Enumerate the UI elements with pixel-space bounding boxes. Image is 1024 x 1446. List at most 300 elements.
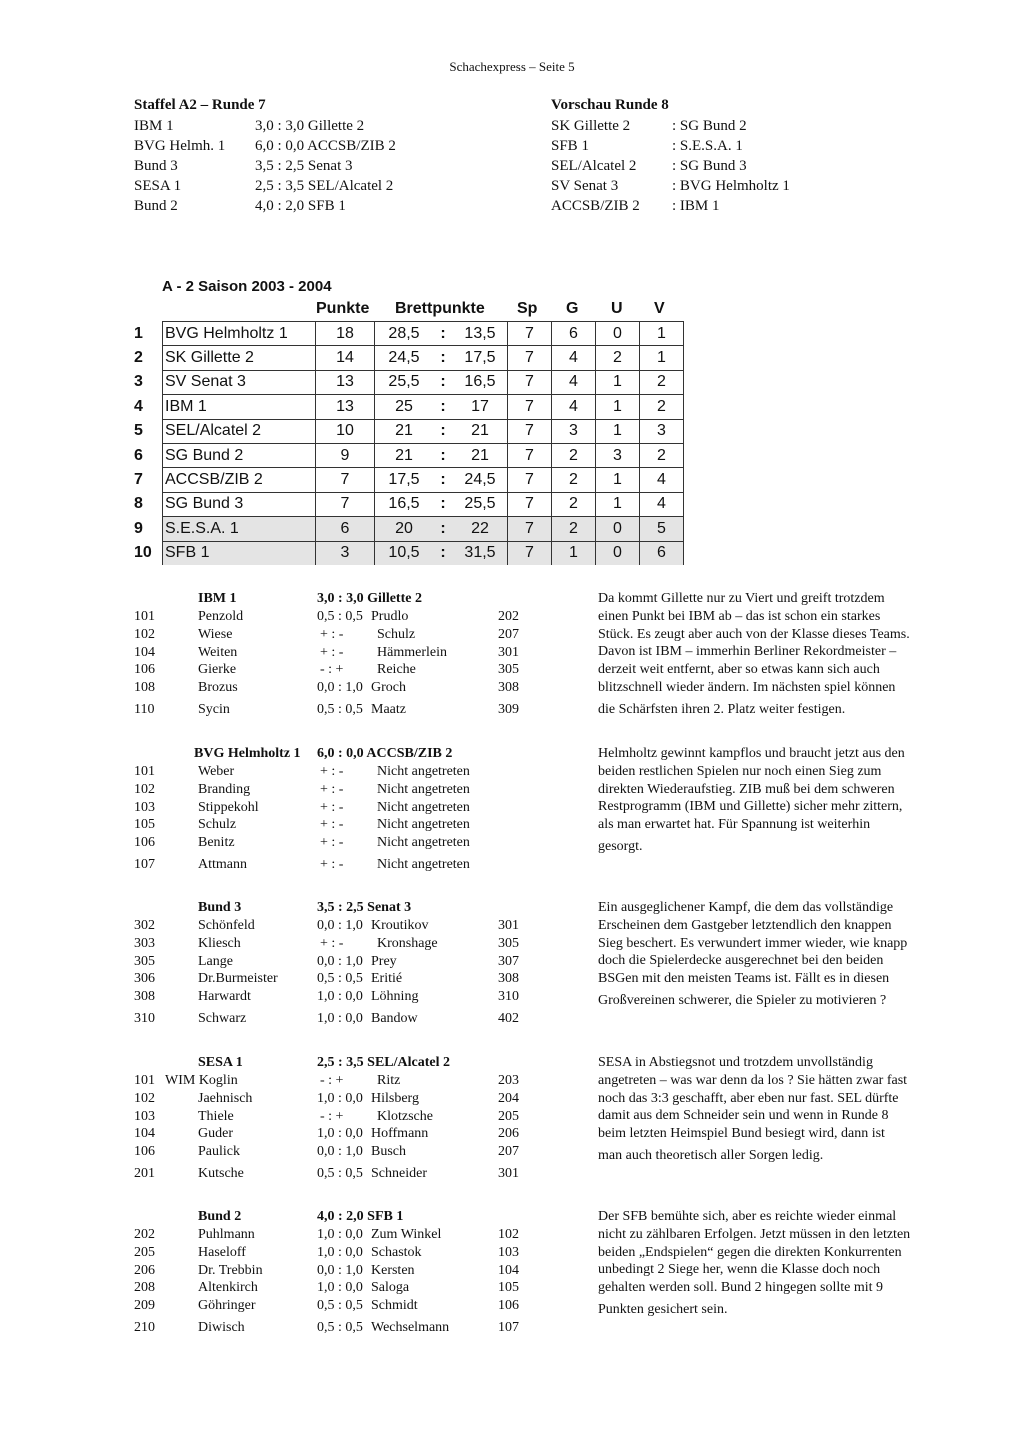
brettpunkte-against-cell: 21 — [453, 443, 508, 467]
punkte-cell: 18 — [316, 322, 375, 346]
result-score: 4,0 : 2,0 SFB 1 — [255, 198, 346, 214]
u-cell: 1 — [596, 492, 640, 516]
board-away-player: Eritié — [371, 971, 403, 987]
v-cell: 4 — [640, 492, 684, 516]
preview-away: : SG Bund 2 — [672, 118, 747, 134]
game-score: 3,0 : 3,0 Gillette 2 — [317, 591, 422, 606]
result-team: SESA 1 — [134, 178, 182, 194]
board-result: 1,0 : 0,0 — [317, 1244, 363, 1260]
game-score: 6,0 : 0,0 ACCSB/ZIB 2 — [317, 746, 453, 761]
standings-row — [132, 443, 684, 467]
board-result: 1,0 : 0,0 — [317, 1011, 363, 1026]
board-result: 1,0 : 0,0 — [317, 1090, 363, 1106]
sp-cell: 7 — [508, 346, 552, 370]
standings-row — [132, 346, 684, 370]
v-cell: 2 — [640, 443, 684, 467]
comment-line: Sieg beschert. Es verwundert immer wieder, wie knapp — [598, 935, 908, 951]
board-result: + : - — [320, 626, 344, 642]
board-away-player: Prey — [371, 953, 397, 969]
colon-separator: : — [433, 517, 453, 541]
game-home-team: SESA 1 — [198, 1055, 243, 1070]
sp-cell: 7 — [508, 395, 552, 419]
standings-table — [132, 321, 684, 565]
team-cell: ACCSB/ZIB 2 — [163, 468, 316, 492]
sp-cell: 7 — [508, 517, 552, 541]
rank-cell: 10 — [134, 543, 152, 561]
u-cell: 0 — [596, 322, 640, 346]
board-away-player: Schneider — [371, 1166, 427, 1181]
board-home-number: 103 — [134, 799, 155, 815]
comment-line: unbedingt 2 Siege her, wenn die Klasse doch noch — [598, 1262, 881, 1278]
board-home-number: 101 — [134, 609, 155, 624]
board-away-number: 202 — [498, 609, 519, 624]
rank-cell: 1 — [134, 324, 143, 342]
comment-line: Davon ist IBM – immerhin Berliner Rekordmeister – — [598, 644, 897, 660]
board-home-player: Altenkirch — [198, 1280, 258, 1296]
board-result: 0,5 : 0,5 — [317, 971, 363, 987]
board-home-number: 101 — [134, 764, 155, 779]
punkte-cell: 7 — [316, 468, 375, 492]
board-away-number: 305 — [498, 662, 519, 678]
comment-line: Restprogramm (IBM und Gillette) sicher mehr zittern, — [598, 799, 903, 815]
board-result: + : - — [320, 781, 344, 797]
rank-cell: 7 — [134, 471, 143, 489]
board-home-number: 106 — [134, 1144, 155, 1160]
board-home-player: Branding — [198, 781, 251, 797]
punkte-cell: 9 — [316, 443, 375, 467]
brettpunkte-against-cell: 16,5 — [453, 370, 508, 394]
board-home-player: Attmann — [198, 857, 247, 872]
col-header-punkte: Punkte — [316, 300, 370, 317]
game-score: 2,5 : 3,5 SEL/Alcatel 2 — [317, 1055, 450, 1070]
colon-separator: : — [433, 492, 453, 516]
board-away-number: 402 — [498, 1011, 519, 1026]
comment-line: Punkten gesichert sein. — [598, 1301, 728, 1317]
punkte-cell: 6 — [316, 517, 375, 541]
comment-line: gesorgt. — [598, 838, 643, 854]
rank-cell: 6 — [134, 446, 143, 464]
punkte-cell: 14 — [316, 346, 375, 370]
sp-cell: 7 — [508, 468, 552, 492]
board-away-number: 207 — [498, 1144, 519, 1160]
g-cell: 2 — [552, 443, 596, 467]
brettpunkte-against-cell: 13,5 — [453, 322, 508, 346]
team-cell: SV Senat 3 — [163, 370, 316, 394]
brettpunkte-for-cell: 28,5 — [375, 322, 434, 346]
colon-separator: : — [433, 541, 453, 565]
board-home-number: 202 — [134, 1227, 155, 1242]
u-cell: 0 — [596, 541, 640, 565]
board-result: + : - — [320, 857, 344, 872]
result-team: IBM 1 — [134, 118, 174, 134]
brettpunkte-against-cell: 22 — [453, 517, 508, 541]
board-away-player: Nicht angetreten — [377, 799, 470, 815]
result-team: Bund 3 — [134, 158, 178, 174]
board-home-number: 102 — [134, 1090, 155, 1106]
board-home-player: Kutsche — [198, 1166, 244, 1181]
colon-separator: : — [433, 322, 453, 346]
board-home-player: Guder — [198, 1126, 233, 1142]
game-home-team: Bund 2 — [198, 1209, 242, 1224]
board-result: 0,5 : 0,5 — [317, 1320, 363, 1335]
sp-cell: 7 — [508, 443, 552, 467]
standings-row — [132, 468, 684, 492]
comment-line: blitzschnell wieder ändern. Im nächsten spiel können — [598, 679, 896, 695]
board-home-player: Paulick — [198, 1144, 240, 1160]
result-team: Bund 2 — [134, 198, 178, 214]
board-home-player: Weber — [198, 764, 235, 779]
board-away-player: Löhning — [371, 989, 419, 1005]
comment-line: einen Punkt bei IBM ab – das ist schon ein starkes — [598, 608, 881, 624]
brettpunkte-for-cell: 21 — [375, 443, 434, 467]
board-home-number: 106 — [134, 835, 155, 851]
board-home-number: 306 — [134, 971, 155, 987]
board-result: + : - — [320, 835, 344, 851]
standings-title: A - 2 Saison 2003 - 2004 — [162, 278, 332, 295]
board-away-player: Hoffmann — [371, 1126, 429, 1142]
brettpunkte-for-cell: 24,5 — [375, 346, 434, 370]
board-home-player: Dr. Trebbin — [198, 1262, 263, 1278]
board-away-player: Nicht angetreten — [377, 817, 470, 833]
board-home-player: Dr.Burmeister — [198, 971, 278, 987]
board-away-player: Busch — [371, 1144, 406, 1160]
v-cell: 2 — [640, 370, 684, 394]
game-comment — [598, 899, 948, 1010]
board-away-number: 301 — [498, 918, 519, 933]
team-cell: SG Bund 3 — [163, 492, 316, 516]
comment-line: derzeit weit entfernt, aber so etwas kann sich auch — [598, 662, 880, 678]
results-title: Staffel A2 – Runde 7 — [134, 97, 266, 113]
preview-home: SEL/Alcatel 2 — [551, 158, 637, 174]
board-away-player: Hämmerlein — [377, 644, 447, 660]
u-cell: 1 — [596, 370, 640, 394]
board-result: 1,0 : 0,0 — [317, 1126, 363, 1142]
brettpunkte-against-cell: 31,5 — [453, 541, 508, 565]
board-home-player: Brozus — [198, 680, 238, 696]
board-home-number: 102 — [134, 781, 155, 797]
board-home-player: Puhlmann — [198, 1227, 255, 1242]
board-away-player: Ritz — [377, 1073, 401, 1088]
board-away-player: Nicht angetreten — [377, 764, 470, 779]
board-away-player: Schastok — [371, 1244, 422, 1260]
board-home-player: Harwardt — [198, 989, 251, 1005]
comment-line: noch das 3:3 geschafft, aber eben nur fast. SEL dürfte — [598, 1090, 899, 1106]
colon-separator: : — [433, 395, 453, 419]
board-home-number: 209 — [134, 1298, 155, 1314]
comment-line: angetreten – was war denn da los ? Sie hätten zwar fast — [598, 1072, 908, 1088]
comment-line: Da kommt Gillette nur zu Viert und greift trotzdem — [598, 591, 885, 606]
standings-row — [132, 322, 684, 346]
brettpunkte-for-cell: 25 — [375, 395, 434, 419]
result-score: 3,0 : 3,0 Gillette 2 — [255, 118, 365, 134]
board-home-player: Penzold — [198, 609, 244, 624]
brettpunkte-for-cell: 20 — [375, 517, 434, 541]
brettpunkte-for-cell: 25,5 — [375, 370, 434, 394]
board-home-number: 101 — [134, 1073, 155, 1088]
board-away-number: 106 — [498, 1298, 519, 1314]
comment-line: Stück. Es zeugt aber auch von der Klasse dieses Teams. — [598, 626, 910, 642]
rank-cell: 8 — [134, 495, 143, 513]
colon-separator: : — [433, 468, 453, 492]
team-cell: SK Gillette 2 — [163, 346, 316, 370]
preview-home: SK Gillette 2 — [551, 118, 631, 134]
board-result: 0,0 : 1,0 — [317, 1262, 363, 1278]
brettpunkte-for-cell: 16,5 — [375, 492, 434, 516]
board-home-number: 308 — [134, 989, 155, 1005]
standings-row — [132, 395, 684, 419]
board-result: - : + — [320, 1073, 344, 1088]
board-result: 0,5 : 0,5 — [317, 1298, 363, 1314]
board-home-number: 107 — [134, 857, 155, 872]
comment-line: als man erwartet hat. Für Spannung ist weiterhin — [598, 817, 871, 833]
brettpunkte-for-cell: 10,5 — [375, 541, 434, 565]
board-home-player: Kliesch — [198, 935, 241, 951]
comment-line: damit aus dem Schneider sein und wenn in Runde 8 — [598, 1108, 889, 1124]
board-away-number: 204 — [498, 1090, 519, 1106]
board-home-player: Jaehnisch — [198, 1090, 253, 1106]
colon-separator: : — [433, 346, 453, 370]
board-result: 0,5 : 0,5 — [317, 609, 363, 624]
board-away-number: 103 — [498, 1244, 519, 1260]
board-away-number: 305 — [498, 935, 519, 951]
game-comment — [598, 1208, 948, 1319]
board-result: 0,5 : 0,5 — [317, 1166, 363, 1181]
comment-line: doch die Spielerdecke ausgerechnet bei den beiden — [598, 953, 884, 969]
v-cell: 6 — [640, 541, 684, 565]
board-away-player: Bandow — [371, 1011, 418, 1026]
sp-cell: 7 — [508, 322, 552, 346]
col-header-u: U — [611, 300, 623, 317]
game-score: 4,0 : 2,0 SFB 1 — [317, 1209, 404, 1224]
board-result: 0,5 : 0,5 — [317, 702, 363, 717]
board-home-player: WIM Koglin — [165, 1073, 238, 1088]
sp-cell: 7 — [508, 492, 552, 516]
sp-cell: 7 — [508, 541, 552, 565]
u-cell: 1 — [596, 395, 640, 419]
board-result: + : - — [320, 935, 344, 951]
board-away-number: 102 — [498, 1227, 519, 1242]
board-away-number: 301 — [498, 1166, 519, 1181]
board-home-player: Diwisch — [198, 1320, 245, 1335]
board-away-player: Reiche — [377, 662, 416, 678]
preview-home: SV Senat 3 — [551, 178, 619, 194]
game-comment — [598, 1054, 948, 1165]
board-home-number: 103 — [134, 1108, 155, 1124]
board-away-number: 203 — [498, 1073, 519, 1088]
sp-cell: 7 — [508, 419, 552, 443]
result-team: BVG Helmh. 1 — [134, 138, 226, 154]
board-away-player: Wechselmann — [371, 1320, 450, 1335]
preview-home: ACCSB/ZIB 2 — [551, 198, 640, 214]
brettpunkte-against-cell: 24,5 — [453, 468, 508, 492]
rank-cell: 3 — [134, 373, 143, 391]
board-away-player: Maatz — [371, 702, 406, 717]
comment-line: man auch theoretisch aller Sorgen ledig. — [598, 1147, 824, 1163]
colon-separator: : — [433, 419, 453, 443]
team-cell: SG Bund 2 — [163, 443, 316, 467]
board-home-player: Thiele — [198, 1108, 234, 1124]
board-result: - : + — [320, 1108, 344, 1124]
g-cell: 2 — [552, 517, 596, 541]
g-cell: 2 — [552, 468, 596, 492]
standings-row — [132, 419, 684, 443]
comment-line: Ein ausgeglichener Kampf, die dem das vollständige — [598, 900, 894, 915]
board-home-number: 206 — [134, 1262, 155, 1278]
board-result: 0,0 : 1,0 — [317, 1144, 363, 1160]
board-home-player: Schwarz — [198, 1011, 247, 1026]
standings-row — [132, 370, 684, 394]
board-away-player: Kroutikov — [371, 918, 429, 933]
preview-away: : S.E.S.A. 1 — [672, 138, 743, 154]
board-home-number: 108 — [134, 680, 155, 696]
board-home-number: 104 — [134, 1126, 155, 1142]
punkte-cell: 13 — [316, 370, 375, 394]
col-header-g: G — [566, 300, 579, 317]
comment-line: Erscheinen dem Gastgeber letztendlich den knappen — [598, 917, 892, 933]
board-home-number: 104 — [134, 644, 155, 660]
preview-home: SFB 1 — [551, 138, 589, 154]
comment-line: SESA in Abstiegsnot und trotzdem unvollständig — [598, 1055, 873, 1070]
g-cell: 4 — [552, 395, 596, 419]
board-result: - : + — [320, 662, 344, 678]
rank-cell: 2 — [134, 349, 143, 367]
board-home-player: Weiten — [198, 644, 238, 660]
v-cell: 1 — [640, 322, 684, 346]
comment-line: Helmholtz gewinnt kampflos und braucht jetzt aus den — [598, 746, 905, 761]
board-away-player: Prudlo — [371, 609, 409, 624]
preview-away: : BVG Helmholtz 1 — [672, 178, 790, 194]
board-home-player: Benitz — [198, 835, 235, 851]
team-cell: IBM 1 — [163, 395, 316, 419]
board-away-number: 207 — [498, 626, 519, 642]
board-home-number: 310 — [134, 1011, 155, 1026]
g-cell: 2 — [552, 492, 596, 516]
u-cell: 3 — [596, 443, 640, 467]
comment-line: nicht zu zählbaren Erfolgen. Jetzt müssen in den letzten — [598, 1226, 911, 1242]
g-cell: 4 — [552, 346, 596, 370]
rank-cell: 4 — [134, 397, 143, 415]
board-home-number: 110 — [134, 702, 155, 717]
v-cell: 3 — [640, 419, 684, 443]
u-cell: 2 — [596, 346, 640, 370]
game-comment — [598, 590, 948, 719]
board-home-player: Haseloff — [198, 1244, 246, 1260]
board-away-number: 308 — [498, 971, 519, 987]
comment-line: beim letzten Heimspiel Bund besiegt wird, dann ist — [598, 1126, 885, 1142]
v-cell: 1 — [640, 346, 684, 370]
u-cell: 1 — [596, 468, 640, 492]
page-header: Schachexpress – Seite 5 — [449, 59, 575, 74]
brettpunkte-against-cell: 17,5 — [453, 346, 508, 370]
team-cell: SFB 1 — [163, 541, 316, 565]
board-away-number: 307 — [498, 953, 519, 969]
preview-away: : IBM 1 — [672, 198, 720, 214]
board-away-number: 107 — [498, 1320, 519, 1335]
board-away-player: Nicht angetreten — [377, 857, 470, 872]
board-home-player: Göhringer — [198, 1298, 256, 1314]
board-home-number: 305 — [134, 953, 155, 969]
comment-line: Großvereinen schwerer, die Spieler zu motivieren ? — [598, 992, 887, 1008]
board-home-player: Schönfeld — [198, 918, 255, 933]
board-away-number: 205 — [498, 1108, 519, 1124]
u-cell: 1 — [596, 419, 640, 443]
colon-separator: : — [433, 370, 453, 394]
team-cell: S.E.S.A. 1 — [163, 517, 316, 541]
board-result: + : - — [320, 817, 344, 833]
board-home-number: 302 — [134, 918, 155, 933]
board-home-number: 106 — [134, 662, 155, 678]
board-result: + : - — [320, 644, 344, 660]
board-away-player: Kersten — [371, 1262, 415, 1278]
punkte-cell: 3 — [316, 541, 375, 565]
board-home-player: Stippekohl — [198, 799, 259, 815]
board-result: 1,0 : 0,0 — [317, 1280, 363, 1296]
board-result: + : - — [320, 799, 344, 815]
board-away-number: 104 — [498, 1262, 519, 1278]
g-cell: 6 — [552, 322, 596, 346]
v-cell: 4 — [640, 468, 684, 492]
col-header-v: V — [654, 300, 665, 317]
board-result: 0,0 : 1,0 — [317, 953, 363, 969]
standings-row — [132, 517, 684, 541]
result-score: 6,0 : 0,0 ACCSB/ZIB 2 — [255, 138, 396, 154]
board-away-number: 309 — [498, 702, 519, 717]
board-home-player: Wiese — [198, 626, 233, 642]
board-away-number: 310 — [498, 989, 519, 1005]
board-away-player: Hilsberg — [371, 1090, 419, 1106]
board-away-player: Nicht angetreten — [377, 835, 470, 851]
board-home-player: Gierke — [198, 662, 237, 678]
punkte-cell: 13 — [316, 395, 375, 419]
game-score: 3,5 : 2,5 Senat 3 — [317, 900, 412, 915]
punkte-cell: 10 — [316, 419, 375, 443]
punkte-cell: 7 — [316, 492, 375, 516]
board-home-number: 102 — [134, 626, 155, 642]
game-home-team: Bund 3 — [198, 900, 242, 915]
game-home-team: BVG Helmholtz 1 — [194, 746, 301, 761]
board-away-number: 206 — [498, 1126, 519, 1142]
board-home-number: 303 — [134, 935, 155, 951]
board-away-player: Zum Winkel — [371, 1227, 442, 1242]
comment-line: Der SFB bemühte sich, aber es reichte wieder einmal — [598, 1209, 897, 1224]
comment-line: BSGen mit den meisten Teams ist. Fällt es in diesen — [598, 971, 890, 987]
comment-line: gehalten werden soll. Bund 2 hingegen sollte mit 9 — [598, 1280, 884, 1296]
rank-cell: 5 — [134, 422, 143, 440]
board-result: + : - — [320, 764, 344, 779]
g-cell: 3 — [552, 419, 596, 443]
col-header-brettpunkte: Brettpunkte — [395, 300, 485, 317]
board-home-number: 201 — [134, 1166, 155, 1181]
board-home-player: Lange — [198, 953, 233, 969]
board-away-player: Kronshage — [377, 935, 438, 951]
comment-line: beiden „Endspielen“ gegen die direkten Konkurrenten — [598, 1244, 902, 1260]
board-result: 1,0 : 0,0 — [317, 1227, 363, 1242]
brettpunkte-against-cell: 17 — [453, 395, 508, 419]
preview-title: Vorschau Runde 8 — [551, 97, 669, 113]
game-comment — [598, 745, 948, 856]
board-home-number: 105 — [134, 817, 155, 833]
col-header-sp: Sp — [517, 300, 538, 317]
board-away-player: Groch — [371, 680, 406, 696]
comment-line: beiden restlichen Spielen nur noch einen Sieg zum — [598, 763, 882, 779]
standings-row — [132, 492, 684, 516]
board-home-number: 208 — [134, 1280, 155, 1296]
g-cell: 4 — [552, 370, 596, 394]
board-away-player: Nicht angetreten — [377, 781, 470, 797]
board-home-number: 210 — [134, 1320, 155, 1335]
board-home-number: 205 — [134, 1244, 155, 1260]
board-home-player: Schulz — [198, 817, 237, 833]
